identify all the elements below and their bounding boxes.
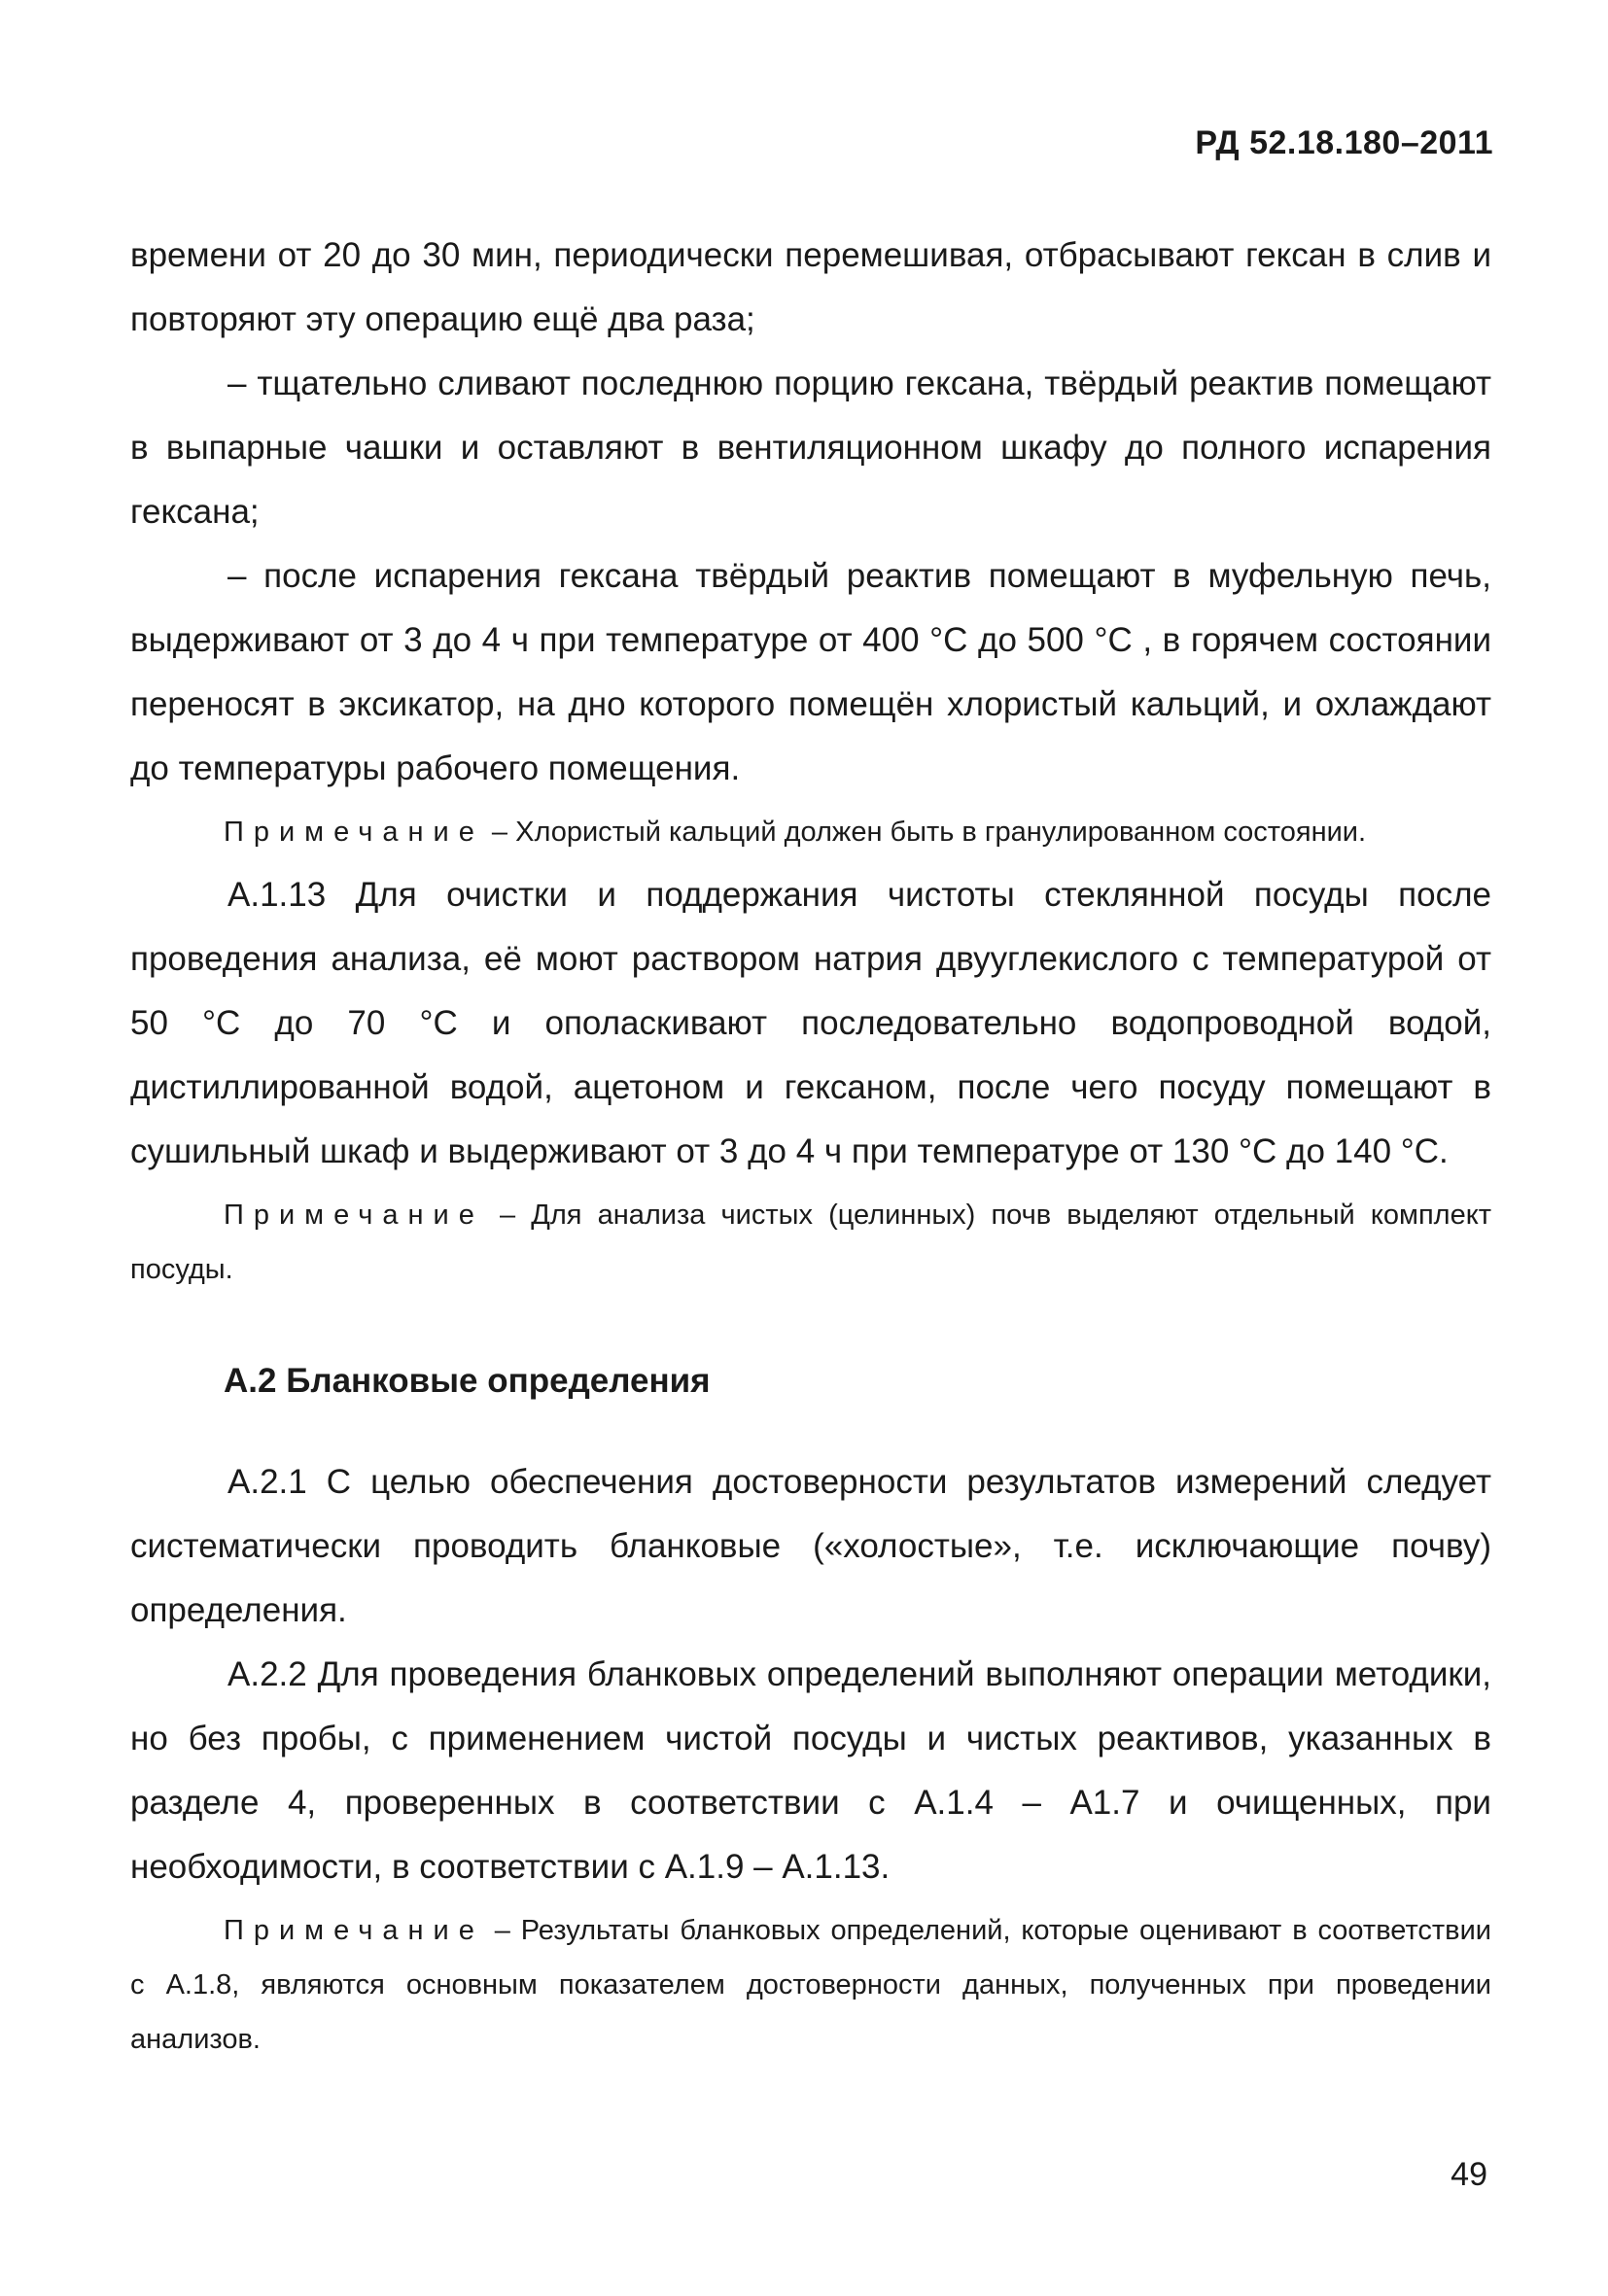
note-calcium-chloride bbox=[130, 805, 1491, 859]
list-item-muffle-furnace: – после испарения гексана твёрдый реактив помещают в муфельную печь, выдерживают от 3 до 4 ч при температуре от 400 °С до 500 °С , в горячем состоянии переносят в эксикатор, на дно которого помещён хлористый кальций, и охлаждают до температуры рабочего помещения. bbox=[130, 557, 1491, 787]
paragraph-a-2-2: А.2.2 Для проведения бланковых определений выполняют операции методики, но без пробы, с применением чистой посуды и чистых реактивов, указанных в разделе 4, проверенных в соответствии с А.1.4 – А1.7 и очищенных, при необходимости, в соответствии с А.1.9 – А.1.13. bbox=[130, 1655, 1491, 1886]
paragraph-a-2-1: А.2.1 С целью обеспечения достоверности результатов измерений следует систематически проводить бланковые («холостые», т.е. исключающие почву) определения. bbox=[130, 1463, 1491, 1629]
paragraph-continuation: времени от 20 до 30 мин, периодически перемешивая, отбрасывают гексан в слив и повторяют эту операцию ещё два раза; bbox=[130, 236, 1491, 338]
page-body bbox=[130, 224, 1491, 2070]
list-item-drain-hexane: – тщательно сливают последнюю порцию гексана, твёрдый реактив помещают в выпарные чашки и оставляют в вентиляционном шкафу до полного испарения гексана; bbox=[130, 365, 1491, 531]
paragraph-a-1-13: А.1.13 Для очистки и поддержания чистоты стеклянной посуды после проведения анализа, её моют раствором натрия двууглекислого с температурой от 50 °С до 70 °С и ополаскивают последовательно водопроводной водой, дистиллированной водой, ацетоном и гексаном, после чего посуду помещают в сушильный шкаф и выдерживают от 3 до 4 ч при температуре от 130 °С до 140 °С. bbox=[130, 876, 1491, 1170]
note-label: Примечание bbox=[224, 1915, 484, 1946]
note-blank-results bbox=[130, 1903, 1491, 2067]
document-code: РД 52.18.180–2011 bbox=[1195, 124, 1493, 161]
section-heading: А.2 Бланковые определения bbox=[224, 1362, 711, 1400]
note-glassware bbox=[130, 1188, 1491, 1297]
note-text: – Для анализа чистых (целинных) почв выделяют отдельный комплект посуды. bbox=[130, 1200, 1491, 1285]
note-label: Примечание bbox=[224, 817, 484, 848]
note-label: Примечание bbox=[224, 1200, 484, 1231]
note-text: – Результаты бланковых определений, которые оценивают в соответствии с А.1.8, являются основным показателем достоверности данных, полученных при проведении анализов. bbox=[130, 1915, 1491, 2055]
note-text: – Хлористый кальций должен быть в гранулированном состоянии. bbox=[483, 817, 1367, 848]
page-number: 49 bbox=[1451, 2156, 1487, 2193]
